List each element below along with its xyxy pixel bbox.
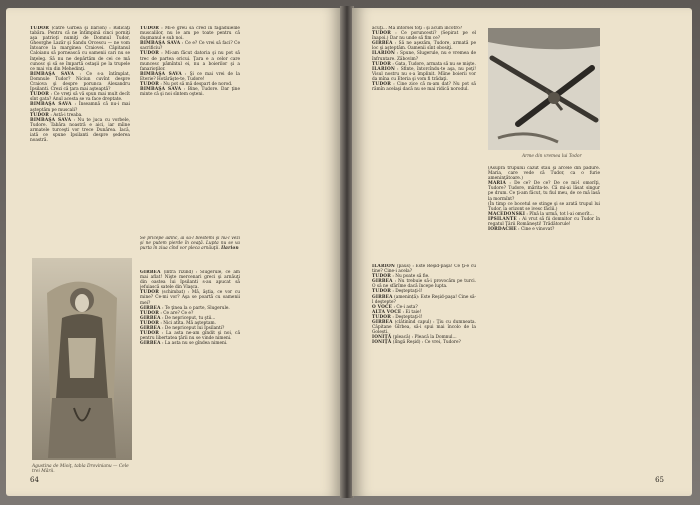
paragraph: GIRBEA : Să ne aşezăm, Tudore, armată pe loc şi aşteptăm. Oamenii sînt obosiţi. (372, 41, 476, 52)
weapons-image (488, 28, 600, 150)
paragraph: TUDOR : Gata, Tudore, armata să nu se mişte. (372, 61, 476, 67)
paragraph: IORDACHE : Cine e vinovat? (488, 227, 555, 233)
paragraph: MACEDONSKI : Pînă la urmă, tot l-ai omorît... (488, 211, 594, 217)
paragraph: TUDOR : Ce vreţi să vă spun mai mult decît sînt gata? Anul acesta se va face dreptate. (30, 92, 130, 103)
paragraph: TUDOR (către Gîrbea şi Ilarion) : Ridicaţi tabăra. Pentru că ne întîmpină cinci porniţi aşa patrioţi numiţi de Domnul Tudor, Gheorghe Lazăr şi Sandu Orcescu — ne vom întoarce la marginea Craiovei. Căpitanul Caloianu să pornească cu oamenii cari nu se înţeleg. Să nu ne depărtăm de cei ce mă cunosc şi să se împartă ostaşii pe la trupele ce mai vin din Mehedinţi. (30, 26, 130, 72)
paragraph: BIMBAŞA SAVA : Ce e? Ce vrei să faci? Ce sacrificiu? (140, 41, 240, 52)
paragraph: ALTA VOCE : Ei taie! (372, 309, 422, 315)
paragraph: TUDOR : Nu poate să fie. (372, 274, 430, 280)
paragraph: BIMBAŞA SAVA : Nu te juca cu vorbele, Tudore. Tabăra noastră e aici, iar mîine armatele turceşti vor trece Dunărea. Iacă, iată ce spune Ipsilanti despre şederea noastră. (30, 117, 130, 144)
paragraph: TUDOR : Deşteptaţi-l! (372, 314, 423, 320)
paragraph: TUDOR : Deşteptaţi-l! (372, 289, 423, 295)
paragraph: TUDOR : Mi-am făcut datoria şi nu pot să trec de partea oricui. Ţara e a celor care muncesc pămîntul ei, nu a boierilor şi a fanarioţilor. (140, 51, 240, 72)
paragraph: IONIŢĂ (lîngă Reşid) : Ce vrei, Tudore? (372, 340, 461, 346)
right-column-3 (488, 166, 600, 466)
paragraph: TUDOR : Nu pot să mă despart de norod. (140, 82, 233, 88)
paragraph: IPSILANTE : Ai vrut să fii domnitor cu Tudor în regatul Ţării Româneşti! Trădătorule! (488, 216, 600, 228)
page-number-left: 64 (30, 476, 39, 484)
paragraph: (Asupra trupului căzut stau şi arcele din pădure. Maria, care vede că Tudor, ca o furie ameninţătoare.) (488, 166, 600, 182)
right-column-1 (372, 26, 476, 256)
paragraph: BIMBAŞA SAVA : Înseamnă că nu-i mai aşteptăm pe muscali? (30, 102, 130, 113)
paragraph: GIRBEA (clătinînd capul) : Ţiu cu dumneata. Căpitane Gîrbea, să-i spui mai încolo de la Golești. (372, 320, 476, 336)
paragraph: TUDOR : Cine zice că m-am dat? Nu pot să rămîn acelaşi dacă nu se mai ridică norodul. (372, 82, 476, 93)
left-page (6, 8, 342, 496)
left-column-2 (140, 26, 240, 231)
paragraph: GIRBEA : De nepriceput, tu ştii... (140, 315, 216, 321)
paragraph: TUDOR : Astă-i treaba. (30, 112, 83, 118)
weapons-caption: Arme din vremea lui Todor (522, 154, 582, 159)
left-column-1 (30, 26, 130, 251)
paragraph: GIRBEA (intră rîzînd) : Slugerule, ce am mai aflat! Nişte mercenari greci şi arnăuţi din oastea lui Ipsilanti s-au apucat să jefuiască satele din Vlaşca. (140, 270, 240, 291)
weapons-photo (488, 28, 600, 150)
paragraph: TUDOR : Ce are? Ce e? (140, 310, 194, 316)
painting-figure (32, 258, 132, 460)
page-number-right: 65 (655, 476, 664, 484)
paragraph: ILARION : Spune, Slugerule, nu e vremea de înfruntare. Zăbovim? (372, 51, 476, 62)
paragraph: BIMBAŞA SAVA : Ce s-a întîmplat, Domnule Tudor? Niciun cuvînt despre Craiova şi despre porunca Alexandru Ipsilanti. Crezi că ţara mai aşteaptă? (30, 71, 130, 93)
paragraph: GIRBEA : La asta nu se gîndea nimeni. (140, 341, 228, 347)
paragraph: acuţi... Mă întorsei toţi : şi acum încotro? (372, 26, 463, 31)
right-page (352, 8, 692, 496)
paragraph: IONIŢĂ (pleacă) : Pleacă la Domnul... (372, 335, 457, 341)
paragraph: O VOCE : Ce-i asta? (372, 304, 418, 310)
paragraph: TUDOR : Nici atîta. Mă aşteptam. (140, 320, 216, 326)
paragraph: GIRBEA : Te ţinea la o parte, Slugerule. (140, 305, 230, 311)
paragraph: GIRBEA (amenință): Este Reşid-paşa! Cine să-l deştepte? (372, 294, 476, 305)
left-interlude (140, 236, 240, 266)
paragraph: GIRBEA : De nepriceput lui Ipsilanti? (140, 326, 225, 332)
paragraph: ILARION : Sfinte, întorcîndu-te aşa, nu poţi! Visul nostru nu s-a împlinit. Mîine boierii vor da mîna cu Eteria şi vom fi trădaţi. (372, 66, 476, 82)
paragraph: BIMBAŞA SAVA : Şi ce mai vrei de la Eterie? Hotărăşte-te, Tudore! (140, 71, 240, 82)
paragraph: (În timp ce bocetul se stinge şi se arată trupul lui Tudor, la orizont se ivesc făclii.) (488, 201, 600, 212)
paragraph: GIRBEA : Nu trebuie să-i provocăm pe turci. O să ne sfărîme dacă începe lupta. (372, 279, 476, 290)
paragraph: TUDOR : La asta ne-am gîndit şi noi, că pentru libertatea ţării nu se vinde nimeni. (140, 331, 240, 342)
paragraph: TUDOR : Mi-e greu să cred în făgăduielile muscalilor, nu le am pe toate pentru că duşmanul e sub noi. (140, 26, 240, 42)
paragraph: TUDOR (schimbat) : Mă, ăştia, ce vor cu mine? Ce-mi vor? Aşa se poartă cu oamenii mei? (140, 290, 240, 306)
right-column-2 (372, 264, 476, 469)
paragraph: MARIA : De ce? De ce? De ce mi-l omorîţi, Tudore? Tudore, mărita-te. Că mi-ai lăsat singur pe drum. Ce ţi-am făcut, tu fiul meu, de ce mă lasă la mormînt? (488, 181, 600, 202)
paragraph: TUDOR : Ce poruncesti? (Sepirat pe el înapoi.) Dar nu unde să fim ce? (372, 31, 476, 42)
paragraph: ILARION (paus) : Este Reşid-paşa! Ce ţi-e cu tine? Cine-i acela? (372, 264, 476, 275)
painting-caption: Agustina de Mioiţ, tabla Drovinianu — Cele trei Mării. (32, 464, 129, 475)
paragraph: Se pricepe adînc, ai sa-l blestemi şi nu-l vezi şi ne putem pierde în ceaţă. Lupta nu se va purta în ziua cînd vor pleca arnăuţii. Ilarion (140, 236, 240, 252)
paragraph: BIMBAŞA SAVA : Bine, Tudore. Dar ţine minte că şi noi sîntem oşteni. (140, 87, 240, 98)
painting-image (32, 258, 132, 460)
left-column-3 (140, 270, 240, 465)
